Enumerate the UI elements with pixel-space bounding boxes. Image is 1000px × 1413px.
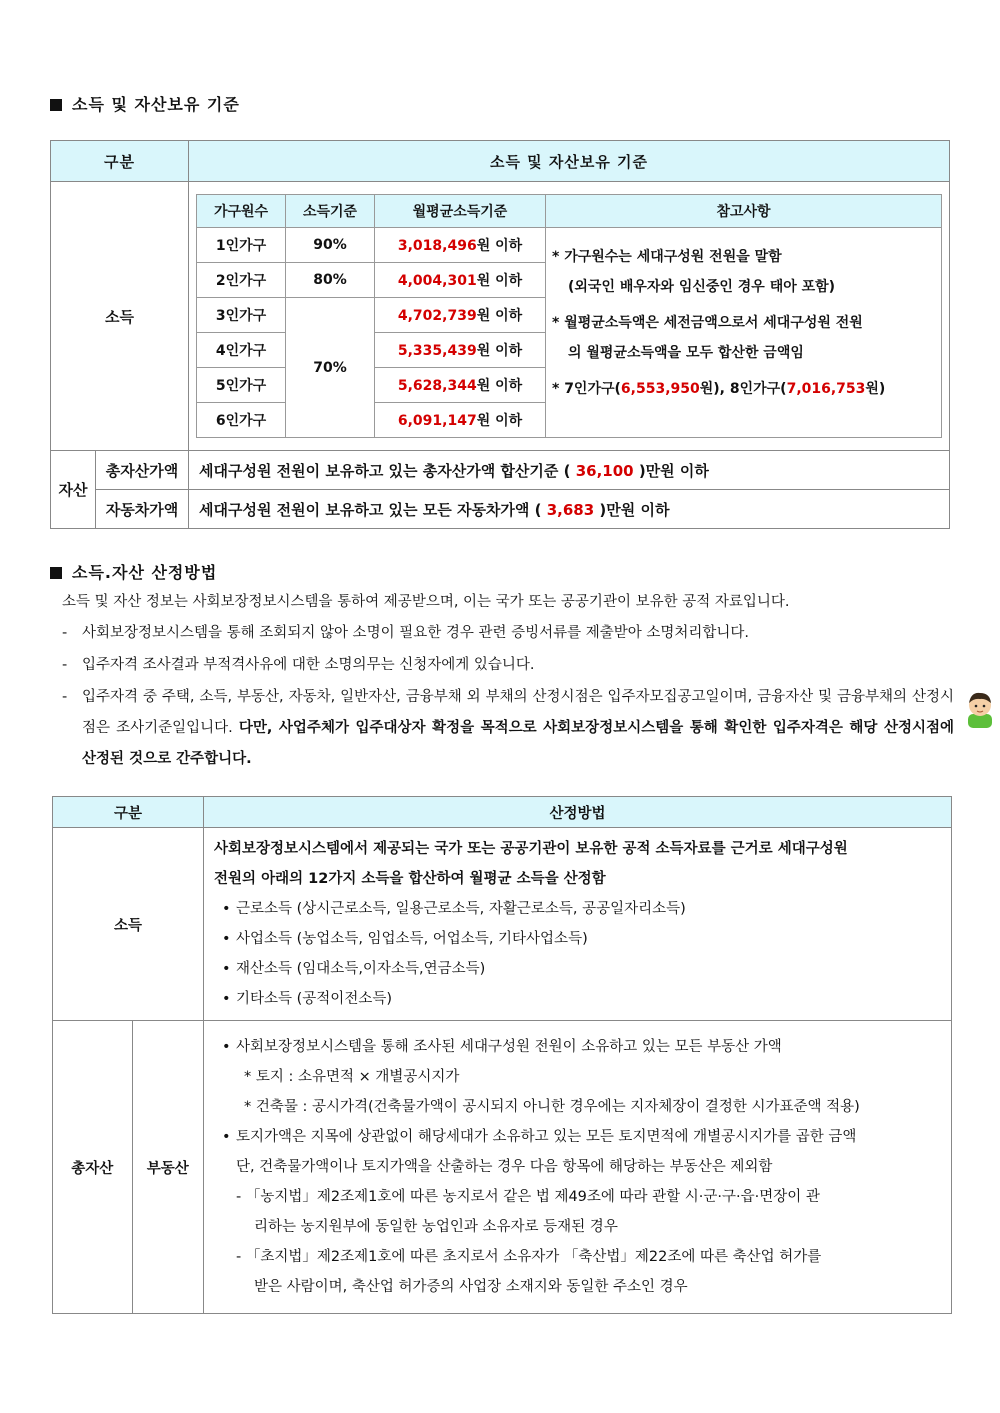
household-size: 1인가구 bbox=[197, 228, 286, 263]
income-asset-criteria-table bbox=[50, 140, 950, 529]
income-criteria-cell bbox=[189, 182, 950, 451]
total-assets-method-label: 총자산 bbox=[53, 1021, 133, 1314]
section1-title: 소득 및 자산보유 기준 bbox=[50, 92, 240, 115]
table1-header-category: 구분 bbox=[51, 141, 189, 182]
list-item: • 사업소득 (농업소득, 임업소득, 어업소득, 기타사업소득) bbox=[214, 924, 941, 954]
header-notes: 참고사항 bbox=[546, 195, 942, 228]
income-ratio: 70% bbox=[286, 298, 375, 438]
household-size: 2인가구 bbox=[197, 263, 286, 298]
section2-title: 소득.자산 산정방법 bbox=[50, 560, 217, 583]
income-method-label: 소득 bbox=[53, 828, 204, 1021]
monthly-income: 6,091,147원 이하 bbox=[375, 403, 546, 438]
income-method-cell: 사회보장정보시스템에서 제공되는 국가 또는 공공기관이 보유한 공적 소득자료를 근거로 세대구성원 전원의 아래의 12가지 소득을 합산하여 월평균 소득을 산정함 • 근로소득 (상시근로소득, 일용근로소득, 자활근로소득, 공공일자리소득) • 사업소득 (농업소득, 임업소득, 어업소득, 기타사업소득) • 재산소득 (임대소득,이자소득,연금소득) • 기타소득 (공적이전소득) bbox=[204, 828, 952, 1021]
monthly-income: 4,702,739원 이하 bbox=[375, 298, 546, 333]
list-item: • 근로소득 (상시근로소득, 일용근로소득, 자활근로소득, 공공일자리소득) bbox=[214, 894, 941, 924]
square-bullet-icon bbox=[50, 99, 62, 111]
car-assets-criteria: 세대구성원 전원이 보유하고 있는 모든 자동차가액 ( 3,683 )만원 이하 bbox=[189, 490, 950, 529]
monthly-income: 5,628,344원 이하 bbox=[375, 368, 546, 403]
asset-row-label: 자산 bbox=[51, 451, 96, 529]
table2-header-category: 구분 bbox=[53, 797, 204, 828]
total-assets-label: 총자산가액 bbox=[96, 451, 189, 490]
header-monthly-income: 월평균소득기준 bbox=[375, 195, 546, 228]
household-size: 4인가구 bbox=[197, 333, 286, 368]
list-item: • 기타소득 (공적이전소득) bbox=[214, 984, 941, 1014]
table2-header-method: 산정방법 bbox=[204, 797, 952, 828]
calculation-method-table bbox=[52, 796, 952, 1314]
realestate-label: 부동산 bbox=[132, 1021, 203, 1314]
intro-paragraph: 소득 및 자산 정보는 사회보장정보시스템을 통하여 제공받으며, 이는 국가 또는 공공기관이 보유한 공적 자료입니다. bbox=[62, 594, 790, 610]
car-assets-label: 자동차가액 bbox=[96, 490, 189, 529]
income-row-label: 소득 bbox=[51, 182, 189, 451]
realestate-method-cell: • 사회보장정보시스템을 통해 조사된 세대구성원 전원이 소유하고 있는 모든 부동산 가액 * 토지 : 소유면적 × 개별공시지가 * 건축물 : 공시가격(건축물가액이 공시되지 아니한 경우에는 지자체장이 결정한 시가표준액 적용) • 토지가액은 지목에 상관없이 해당세대가 소유하고 있는 모든 토지면적에 개별공시지가를 곱한 금액 단, 건축물가액이나 토지가액을 산출하는 경우 다음 항목에 해당하는 부동산은 제외함 - 「농지법」제2조제1호에 따른 농지로서 같은 법 제49조에 따라 관할 시·군·구·읍·면장이 관 리하는 농지원부에 동일한 농업인과 소유자로 등재된 경우 - 「초지법」제2조제1호에 따른 초지로서 소유자가 「축산법」제22조에 따른 축산업 허가를 받은 사람이며, 축산업 허가증의 사업장 소재지와 동일한 주소인 경우 bbox=[204, 1021, 952, 1314]
dash-item-1: - 사회보장정보시스템을 통해 조회되지 않아 소명이 필요한 경우 관련 증빙서류를 제출받아 소명처리합니다. bbox=[62, 625, 750, 641]
notes-cell: * 가구원수는 세대구성원 전원을 말함 (외국인 배우자와 임신중인 경우 태아 포함) * 월평균소득액은 세전금액으로서 세대구성원 전원 의 월평균소득액을 모두 합산한 금액임 * 7인가구(6,553,950원), 8인가구(7,016,753원) bbox=[546, 228, 942, 438]
list-item: • 재산소득 (임대소득,이자소득,연금소득) bbox=[214, 954, 941, 984]
total-assets-criteria: 세대구성원 전원이 보유하고 있는 총자산가액 합산기준 ( 36,100 )만원 이하 bbox=[189, 451, 950, 490]
income-ratio: 80% bbox=[286, 263, 375, 298]
household-income-table bbox=[196, 194, 942, 438]
household-size: 5인가구 bbox=[197, 368, 286, 403]
household-size: 3인가구 bbox=[197, 298, 286, 333]
monthly-income: 5,335,439원 이하 bbox=[375, 333, 546, 368]
avatar bbox=[963, 688, 997, 728]
monthly-income: 3,018,496원 이하 bbox=[375, 228, 546, 263]
dash-item-2: - 입주자격 조사결과 부적격사유에 대한 소명의무는 신청자에게 있습니다. bbox=[62, 657, 535, 673]
monthly-income: 4,004,301원 이하 bbox=[375, 263, 546, 298]
income-ratio: 90% bbox=[286, 228, 375, 263]
table1-header-criteria: 소득 및 자산보유 기준 bbox=[189, 141, 950, 182]
header-household-size: 가구원수 bbox=[197, 195, 286, 228]
dash-item-3: - 입주자격 중 주택, 소득, 부동산, 자동차, 일반자산, 금융부채 외 부채의 산정시점은 입주자모집공고일이며, 금융자산 및 금융부채의 산정시점은 조사기준일입니다. 다만, 사업주체가 입주대상자 확정을 목적으로 사회보장정보시스템을 통해 확인한 입주자격은 해당 산정시점에 산정된 것으로 간주합니다. bbox=[62, 689, 954, 767]
household-size: 6인가구 bbox=[197, 403, 286, 438]
square-bullet-icon bbox=[50, 567, 62, 579]
header-income-ratio: 소득기준 bbox=[286, 195, 375, 228]
